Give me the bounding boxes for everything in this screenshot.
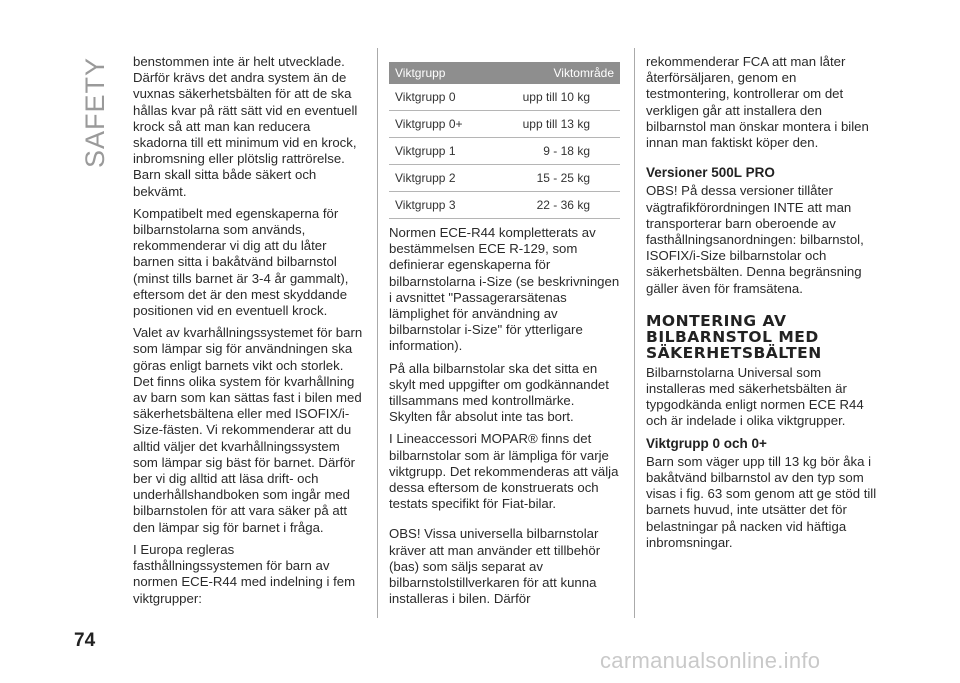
column-divider-2 <box>634 48 635 618</box>
table-header-cell: Viktområde <box>489 62 620 84</box>
paragraph: På alla bilbarnstolar ska det sitta en skylt med uppgifter om godkännandet tillsammans med kontrollmärke. Skylten får absolut inte tas bort. <box>389 360 609 425</box>
paragraph: rekommenderar FCA att man låter återförsäljaren, genom en testmontering, kontrollerar om det verkligen går att installera den bilbarnstol man önskar montera i bilen innan man faktiskt köper den. <box>646 54 869 151</box>
section-label-text: SAFETY <box>80 56 110 168</box>
weight-group-table <box>389 62 620 219</box>
table-cell: Viktgrupp 0 <box>389 84 489 111</box>
watermark: carmanualsonline.info <box>600 648 821 673</box>
paragraph: benstommen inte är helt utvecklade. Därför krävs det andra system än de vuxnas säkerhetsbälten för att de ska hållas kvar på rätt sätt vid en eventuell krock så att man kan reducera skadorna till ett minimum vid en krock, inbromsning eller plötslig rattrörelse. Barn skall sitta både säkert och bekvämt. <box>133 54 358 199</box>
table-cell: 9 - 18 kg <box>489 138 620 165</box>
section-label <box>78 48 108 168</box>
paragraph: Bilbarnstolarna Universal som installeras med säkerhetsbälten är typgodkända enligt normen ECE R44 och är indelade i olika viktgrupper. <box>646 364 864 429</box>
page-number: 74 <box>74 630 96 651</box>
table-row <box>389 192 620 219</box>
paragraph: I Lineaccessori MOPAR® finns det bilbarnstolar som är lämpliga för varje viktgrupp. Det rekommenderas att välja dessa eftersom de konstruerats och testats specifikt för Fiat-bilar. <box>389 431 619 512</box>
table-cell: Viktgrupp 3 <box>389 192 489 219</box>
paragraph: Kompatibelt med egenskaperna för bilbarnstolarna som används, rekommenderar vi dig att du låter barnen sitta i bakåtvänd bilbarnstol (minst tills barnet är 3-4 år gammalt), eftersom det är den mest skyddande positionen vid en eventuell krock. <box>133 205 349 319</box>
table-cell: Viktgrupp 2 <box>389 165 489 192</box>
table-cell: Viktgrupp 0+ <box>389 111 489 138</box>
text-column-3 <box>646 54 878 557</box>
table-cell: Viktgrupp 1 <box>389 138 489 165</box>
table-header-row <box>389 62 620 84</box>
weight-group-heading: Viktgrupp 0 och 0+ <box>646 435 767 451</box>
montering-heading: MONTERING AV BILBARNSTOL MED SÄKERHETSBÄLTEN <box>646 311 822 362</box>
table-row <box>389 111 620 138</box>
paragraph: I Europa regleras fasthållningssystemen för barn av normen ECE-R44 med indelning i fem viktgrupper: <box>133 541 356 606</box>
table-cell: 15 - 25 kg <box>489 165 620 192</box>
table-row <box>389 138 620 165</box>
table-header-cell: Viktgrupp <box>389 62 489 84</box>
text-column-2 <box>389 62 620 613</box>
paragraph: OBS! På dessa versioner tillåter vägtrafikförordningen INTE att man transporterar barn oberoende av fasthållningsanordningen: bilbarnstol, ISOFIX/i-Size bilbarnstolar och säkerhetsbälten. Denna begränsning gäller även för framsätena. <box>646 183 864 296</box>
paragraph: Normen ECE-R44 kompletterats av bestämmelsen ECE R-129, som definierar egenskaperna för bilbarnstolarna i-Size (se beskrivningen i avsnittet "Passagerarsätenas lämplighet för användning av bilbarnstolar i-Size" för ytterligare information). <box>389 225 620 354</box>
paragraph: OBS! Vissa universella bilbarnstolar kräver att man använder ett tillbehör (bas) som säljs separat av bilbarnstolstillverkaren för att kunna installeras i bilen. Därför <box>389 526 601 607</box>
table-row <box>389 84 620 111</box>
table-cell: 22 - 36 kg <box>489 192 620 219</box>
table-cell: upp till 10 kg <box>489 84 620 111</box>
versions-heading: Versioner 500L PRO <box>646 165 775 181</box>
paragraph: Valet av kvarhållningssystemet för barn som lämpar sig för användningen ska göras enligt barnets vikt och storlek. Det finns olika system för kvarhållning av barn som kan sättas fast i bilen med säkerhetsbältena eller med ISOFIX/i-Size-fästen. Vi rekommenderar att du alltid väljer det kvarhållningssystem som lämpar sig bäst för barnet. Därför ber vi dig alltid att läsa drift- och underhållshandboken som ingår med bilbarnstolen för att vara säker på att den lämpar sig för barnet i fråga. <box>133 325 363 535</box>
column-divider-1 <box>377 48 378 618</box>
table-cell: upp till 13 kg <box>489 111 620 138</box>
paragraph: Barn som väger upp till 13 kg bör åka i bakåtvänd bilbarnstol av den typ som visas i fig. 63 som genom att ge stöd till barnets huvud, inte utsätter det för belastningar på nacken vid häftiga inbromsningar. <box>646 453 877 550</box>
text-column-1 <box>133 54 365 613</box>
table-row <box>389 165 620 192</box>
